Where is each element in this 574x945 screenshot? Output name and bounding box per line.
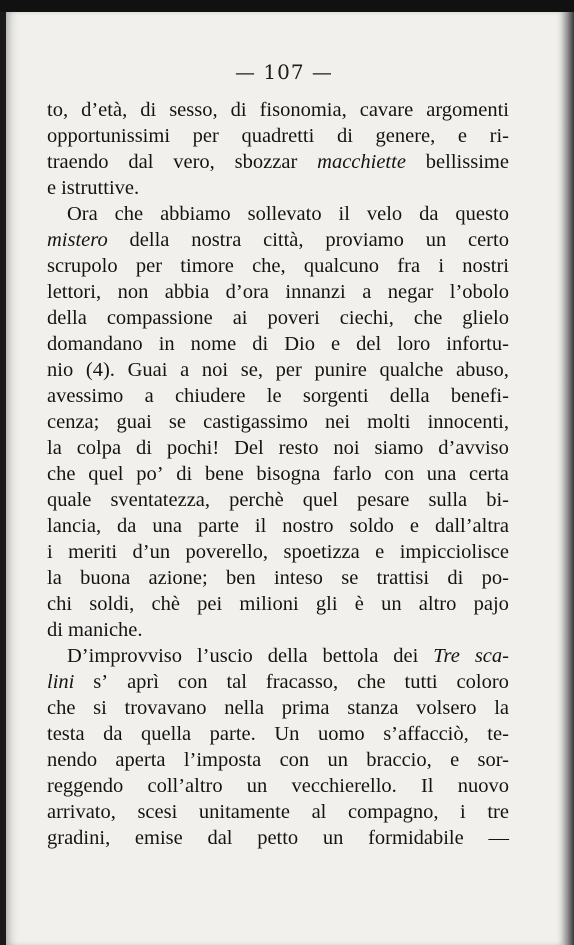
word: formidabile [368, 827, 464, 849]
text-line [47, 201, 509, 227]
word: petto [257, 827, 299, 849]
word: po- [481, 567, 509, 589]
word: nostri [462, 255, 509, 277]
word: bettola [322, 645, 379, 667]
word: inteso [273, 567, 323, 589]
word: dei [393, 645, 419, 667]
text-line [47, 175, 509, 201]
text-line [47, 643, 509, 669]
word: la [47, 437, 62, 459]
word: di [47, 619, 63, 641]
word: bene [204, 463, 244, 485]
word: nendo [47, 749, 98, 771]
word: vero, [173, 151, 215, 173]
word: è [354, 593, 364, 615]
word: nio [47, 359, 74, 381]
word: testa [47, 723, 85, 745]
word: che [47, 463, 76, 485]
word: ri- [489, 125, 509, 147]
word: della [389, 385, 430, 407]
word: da [103, 723, 123, 745]
book-page [6, 12, 562, 945]
word: al [311, 801, 327, 823]
word: che [114, 203, 144, 225]
text-line [47, 279, 509, 305]
word: maniche. [67, 619, 143, 641]
word: le [266, 385, 282, 407]
word: nei [324, 411, 351, 433]
text-line [47, 149, 509, 175]
word: altro [418, 593, 457, 615]
word: chiudere [174, 385, 246, 407]
word: Un [274, 723, 300, 745]
word: con [384, 463, 414, 485]
word: molti [367, 411, 411, 433]
word: proviamo [325, 229, 404, 251]
text-line [47, 253, 509, 279]
scan-top-edge [0, 0, 574, 12]
word: sbozzar [234, 151, 298, 173]
word: abuso, [455, 359, 509, 381]
word: tal [226, 671, 247, 693]
word: quale [47, 489, 92, 511]
word: argomenti [426, 99, 509, 121]
word: quadretti [241, 125, 315, 147]
word: volsero [416, 697, 477, 719]
word: da [117, 515, 137, 537]
text-line [47, 799, 509, 825]
word: e [47, 177, 57, 199]
text-line [47, 331, 509, 357]
text-line [47, 357, 509, 383]
word: se [341, 567, 359, 589]
word: innanzi [285, 281, 346, 303]
word: pajo [473, 593, 509, 615]
word: abbia [164, 281, 210, 303]
word: scrupolo [47, 255, 118, 277]
word: colpa [76, 437, 122, 459]
word: arrivato, [47, 801, 116, 823]
word: resto [278, 437, 319, 459]
word: noi [201, 359, 229, 381]
word: fisonomia, [259, 99, 347, 121]
word: fra [397, 255, 421, 277]
word: un [425, 229, 447, 251]
word: si [93, 697, 107, 719]
word: stanza [347, 697, 399, 719]
word: per [192, 125, 219, 147]
word: farlo [332, 463, 372, 485]
word: della [267, 645, 308, 667]
word: pochi! [166, 437, 220, 459]
word: nostra [191, 229, 242, 251]
word: chi [47, 593, 73, 615]
word: bisogna [256, 463, 321, 485]
text-line [47, 773, 509, 799]
word: abbiamo [160, 203, 231, 225]
word: il [254, 515, 267, 537]
word: sventatezza, [110, 489, 211, 511]
word: noi [333, 437, 360, 459]
word: sca- [474, 645, 509, 667]
word: cavare [359, 99, 414, 121]
word: sulla [428, 489, 468, 511]
word: di [140, 99, 157, 121]
text-line [47, 461, 509, 487]
word: — [488, 827, 509, 849]
word: di [336, 125, 353, 147]
text-line [47, 487, 509, 513]
word: dall’altra [434, 515, 509, 537]
word: lini [47, 671, 75, 693]
word: non [117, 281, 149, 303]
word: Del [234, 437, 264, 459]
word: di [252, 333, 269, 355]
word: azione; [148, 567, 208, 589]
word: compassione [106, 307, 213, 329]
word: buona [80, 567, 131, 589]
word: parte [197, 515, 239, 537]
word: che [357, 671, 386, 693]
word: un [381, 593, 402, 615]
word: guai [116, 411, 152, 433]
word: compagno, [347, 801, 439, 823]
text-line [47, 591, 509, 617]
word: il [338, 203, 350, 225]
paragraph [47, 97, 509, 201]
text-line [47, 123, 509, 149]
word: innocenti, [427, 411, 509, 433]
word: macchiette [317, 151, 406, 173]
word: della [47, 307, 87, 329]
word: nostro [282, 515, 334, 537]
word: che [413, 307, 443, 329]
word: scesi [137, 801, 178, 823]
word: sollevato [247, 203, 322, 225]
word: Dio [284, 333, 315, 355]
word: te- [487, 723, 509, 745]
word: di [135, 437, 152, 459]
word: siamo [374, 437, 424, 459]
page-number: — 107 — [235, 60, 333, 84]
word: in [158, 333, 175, 355]
word: opportunissimi [47, 125, 171, 147]
word: genere, [375, 125, 436, 147]
word: del [356, 333, 382, 355]
word: e [331, 333, 341, 355]
word: vecchierello. [291, 775, 397, 797]
word: sorgenti [302, 385, 369, 407]
word: parte. [209, 723, 256, 745]
word: meriti [68, 541, 118, 563]
word: certo [467, 229, 509, 251]
word: per [275, 359, 302, 381]
paragraph [47, 643, 509, 851]
word: d’un [132, 541, 171, 563]
word: quella [141, 723, 192, 745]
text-line [47, 513, 509, 539]
word: un [322, 827, 344, 849]
word: e [457, 125, 468, 147]
word: ai [232, 307, 248, 329]
text-line [47, 721, 509, 747]
word: chè [151, 593, 180, 615]
word: bi- [486, 489, 509, 511]
word: con [279, 749, 310, 771]
word: e [409, 515, 420, 537]
word: l’uscio [196, 645, 253, 667]
word: i [438, 255, 445, 277]
word: di [176, 463, 193, 485]
word: infortu- [446, 333, 509, 355]
word: ben [226, 567, 256, 589]
word: con [177, 671, 208, 693]
word: una [426, 463, 457, 485]
word: poveri [267, 307, 320, 329]
word: trovavano [124, 697, 207, 719]
word: e [375, 541, 385, 563]
word: aperta [115, 749, 166, 771]
word: e [450, 749, 460, 771]
word: l’obolo [449, 281, 509, 303]
text-line [47, 305, 509, 331]
word: d’ora [225, 281, 269, 303]
word: coloro [456, 671, 509, 693]
word: da [419, 203, 439, 225]
word: lancia, [47, 515, 102, 537]
word: dal [207, 827, 233, 849]
word: po’ [136, 463, 164, 485]
text-line [47, 539, 509, 565]
word: a [180, 359, 190, 381]
text-line [47, 669, 509, 695]
word: istruttive. [61, 177, 140, 199]
paragraph [47, 201, 509, 643]
page-text [47, 97, 509, 851]
word: traendo [47, 151, 109, 173]
word: to, [47, 99, 69, 121]
word: avessimo [47, 385, 124, 407]
text-line [47, 565, 509, 591]
word: Ora [67, 203, 98, 225]
word: a [144, 385, 154, 407]
word: gradini, [47, 827, 111, 849]
word: se [168, 411, 186, 433]
word: l’imposta [183, 749, 262, 771]
scan-right-edge [562, 12, 574, 945]
word: emise [134, 827, 183, 849]
word: punire [314, 359, 367, 381]
word: sesso, [169, 99, 218, 121]
word: bellissime [425, 151, 509, 173]
word: impicciolisce [399, 541, 509, 563]
word: per [135, 255, 163, 277]
word: a [362, 281, 372, 303]
word: gli [315, 593, 338, 615]
word: glielo [462, 307, 509, 329]
word: lettori, [47, 281, 102, 303]
word: s’affacciò, [383, 723, 469, 745]
word: cenza; [47, 411, 100, 433]
word: prima [281, 697, 330, 719]
word: Il [420, 775, 434, 797]
word: D’improvviso [67, 645, 183, 667]
word: tre [487, 801, 509, 823]
word: fracasso, [265, 671, 339, 693]
word: un [327, 749, 348, 771]
word: che, [252, 255, 286, 277]
word: i [47, 541, 53, 563]
word: una [152, 515, 182, 537]
word: castigassimo [203, 411, 308, 433]
word: tutti [404, 671, 438, 693]
word: loro [397, 333, 431, 355]
word: di [230, 99, 247, 121]
word: mistero [47, 229, 108, 251]
word: soldi, [89, 593, 135, 615]
word: qualche [379, 359, 444, 381]
word: certa [469, 463, 509, 485]
word: la [494, 697, 509, 719]
text-line [47, 227, 509, 253]
word: Tre [433, 645, 460, 667]
word: velo [366, 203, 403, 225]
word: sor- [477, 749, 509, 771]
text-line [47, 435, 509, 461]
word: s’ [93, 671, 109, 693]
word: qualcuno [303, 255, 380, 277]
word: di [447, 567, 464, 589]
word: aprì [127, 671, 159, 693]
word: perchè [229, 489, 284, 511]
word: i [460, 801, 466, 823]
word: ciechi, [339, 307, 394, 329]
text-line [47, 747, 509, 773]
word: timore [180, 255, 234, 277]
word: spoetizza [283, 541, 360, 563]
word: la [47, 567, 62, 589]
word: nella [224, 697, 265, 719]
text-line [47, 825, 509, 851]
word: nome [190, 333, 237, 355]
word: milioni [239, 593, 299, 615]
word: benefi- [450, 385, 509, 407]
word: braccio, [366, 749, 432, 771]
word: unitamente [198, 801, 290, 823]
word: della [129, 229, 170, 251]
word: trattisi [376, 567, 430, 589]
word: d’avviso [438, 437, 509, 459]
word: negar [387, 281, 434, 303]
text-line [47, 695, 509, 721]
word: città, [263, 229, 304, 251]
word: pei [197, 593, 223, 615]
word: questo [455, 203, 509, 225]
word: quel [302, 489, 339, 511]
text-line [47, 617, 509, 643]
text-line [47, 97, 509, 123]
text-line [47, 383, 509, 409]
word: dal [128, 151, 154, 173]
word: d’età, [81, 99, 128, 121]
word: che [47, 697, 76, 719]
word: un [246, 775, 268, 797]
word: (4). [85, 359, 115, 381]
word: pesare [357, 489, 410, 511]
word: domandano [47, 333, 143, 355]
word: se, [240, 359, 263, 381]
word: quel [88, 463, 124, 485]
word: coll’altro [147, 775, 223, 797]
word: nuovo [457, 775, 509, 797]
word: soldo [349, 515, 394, 537]
word: poverello, [185, 541, 269, 563]
word: uomo [317, 723, 365, 745]
word: reggendo [47, 775, 124, 797]
word: Guai [127, 359, 168, 381]
text-line [47, 409, 509, 435]
